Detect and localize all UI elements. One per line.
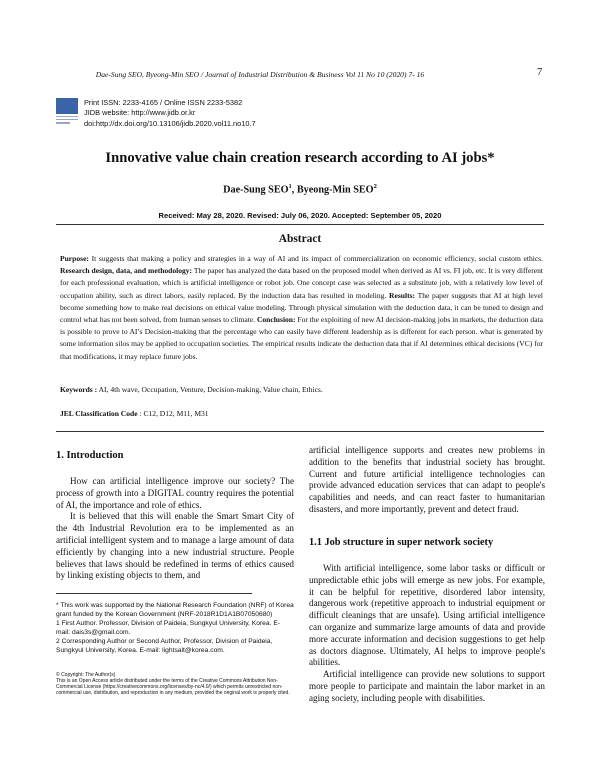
abstract-purpose-text: It suggests that making a policy and strategies in a way of AI and its impact of commercialization on economic efficiency, social custom ethics. (88, 254, 543, 263)
doi-line: doi:http://dx.doi.org/10.13106/jidb.2020.vol11.no10.7 (84, 118, 256, 128)
intro-paragraph-2: It is believed that this will enable the Smart Smart City of the 4th Industrial Revolution era to be implemented as an artificial intelligent system and to manage a large amount of data efficiently by changing into a new industrial structure. People believes that laws should be redefined in terms of ethics caused by linking existing objects to them, and (56, 511, 294, 581)
abstract-design-label: Research design, data, and methodology: (60, 266, 193, 276)
website-line: JIDB website: http://www.jidb.or.kr (84, 108, 196, 118)
abstract-results-text: The paper suggests that AI at high level become something how to make real decisions on ethical value modeling. Through physical simulation with the deduction data, it can be tuned to design and control what has not been solved, from human senses to climate. (60, 290, 543, 325)
abstract-conclusion-label: Conclusion: (256, 315, 296, 325)
abstract-results-label: Results: (389, 290, 416, 300)
mid-rule (56, 431, 544, 432)
jel-codes (60, 409, 209, 418)
author-1-affil: 1 (288, 183, 292, 190)
right-column-top (309, 445, 545, 516)
left-column (56, 476, 294, 582)
author-2: Byeong-Min SEO (296, 184, 374, 196)
author-1: Dae-Sung SEO (223, 184, 289, 196)
footnote-rule (56, 593, 252, 594)
copyright-line-1: © Copyright: The Author(s) (56, 672, 116, 678)
copyright-line-2: This is an Open Access article distributed under the terms of the Creative Commons Attribution Non-Commercial License (https://creativecommons.org/licenses/by-nc/4.0/) which permits unrestricted non-commercial use, distribution, and reproduction in any medium, provided the original work is properly cited. (56, 678, 290, 697)
footnote-author-1: 1 First Author. Professor, Division of Paideia, Sungkyul University, Korea. E-mail: dais3s@gmail.com. (56, 620, 281, 636)
footnotes (56, 601, 294, 655)
abstract-design-text: The paper has analyzed the data based on the proposed model when derived as AI vs. FI job, etc. It is very different for each professional evaluation, which is artificial intelligence or robot job. One concept case was selected as a substitute job, with a relatively low level of occupation ability, such as direct labors, easily replaced. By the induction data has resulted in modeling. (60, 266, 543, 300)
journal-meta (84, 98, 256, 129)
jel-text: : C12, D12, M11, M31 (137, 409, 209, 418)
intro-heading (56, 450, 124, 461)
author-line (0, 183, 600, 195)
abstract-body (60, 253, 543, 363)
jel-label: JEL Classification Code (60, 409, 138, 418)
keywords-text: AI, 4th wave, Occupation, Venture, Decision-making, Value chain, Ethics. (97, 385, 323, 394)
paper-title: Innovative value chain creation research according to AI jobs* (105, 150, 495, 166)
right-paragraph-1: artificial intelligence supports and creates new problems in addition to the benefits that industrial society has brought. Current and future artificial intelligence technologies can provide advanced education services that can adapt to people's capabilities and needs, and can react faster to humanitarian disasters, and more importantly, prevent and detect fraud. (309, 445, 545, 514)
right-paragraph-3: Artificial intelligence can provide new solutions to support more people to participate and maintain the labor market in an aging society, including people with disabilities. (309, 669, 545, 703)
section-1-1-heading: 1.1 Job structure in super network society (309, 537, 494, 548)
submission-dates: Received: May 28, 2020. Revised: July 06, 2020. Accepted: September 05, 2020 (158, 211, 442, 220)
page-number: 7 (537, 67, 543, 78)
abstract-conclusion-text: For the exploiting of new AI decision-making jobs in markets, the deduction data is possible to prove to AI’s Decision-making that the percentage who can easily have different leadership as is different for each person. what is generated by some information silos may be applied to occupation societies. The empirical results indicate the deduction data that if AI determines ethical decisions (VC) for that modifications, it may replace future jobs. (60, 315, 543, 361)
abstract-purpose-label: Purpose: (60, 254, 89, 263)
journal-logo-icon (56, 98, 78, 128)
intro-paragraph-1: How can artificial intelligence improve our society? The process of growth into a DIGITAL country requires the potential of AI, the importance and role of ethics. (56, 476, 294, 510)
copyright-notice (56, 672, 294, 696)
intro-number: 1 (56, 450, 62, 461)
footnote-funding: * This work was supported by the National Research Foundation (NRF) of Korea grant funded by the Korean Government (NRF-2018R1D1A1B07050680) (56, 602, 294, 618)
running-head: Dae-Sung SEO, Byeong-Min SEO / Journal of Industrial Distribution & Business Vol 11 No 10 (2020) 7- 16 (95, 70, 425, 79)
abstract-heading: Abstract (278, 233, 322, 245)
author-separator: , (291, 184, 297, 196)
right-column-bottom (309, 563, 545, 705)
issn-line: Print ISSN: 2233-4165 / Online ISSN 2233-5382 (84, 98, 243, 107)
top-rule (56, 224, 544, 225)
keywords (60, 385, 323, 394)
right-paragraph-2: With artificial intelligence, some labor tasks or difficult or unpredictable ethic jobs will emerge as new jobs. For example, it can be helpful for repetitive, disordered labor intensity, dangerous work (repetitive approach to industrial equipment or difficult cleanings that are unsafe). Using artificial intelligence can organize and summarize large amounts of data and provide more accurate information and decision suggestions to get help as doctors diagnose. Ultimately, AI helps to improve people's abilities. (309, 563, 545, 668)
intro-title: . Introduction (61, 450, 124, 461)
keywords-label: Keywords : (60, 385, 98, 394)
author-2-affil: 2 (373, 183, 377, 190)
footnote-author-2: 2 Corresponding Author or Second Author, Professor, Division of Paideia, Sungkyul University, Korea. E-mail: lightsalt@korea.com. (56, 638, 273, 654)
